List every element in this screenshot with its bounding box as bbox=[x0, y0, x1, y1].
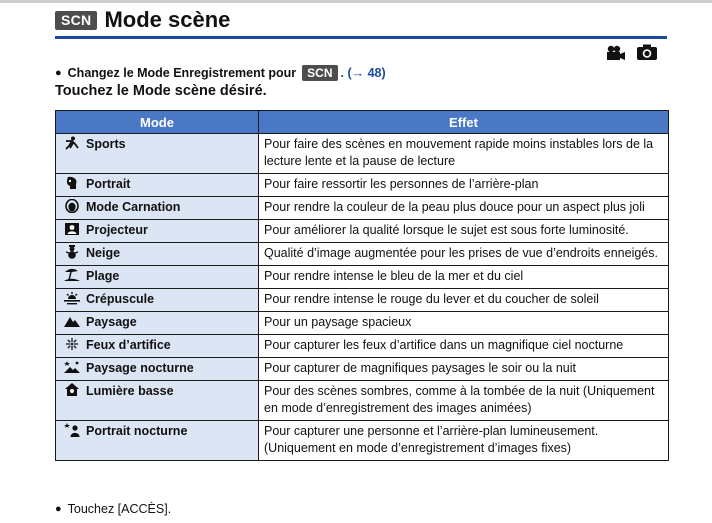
effect-cell: Pour capturer de magnifiques paysages le soir ou la nuit bbox=[259, 358, 669, 381]
table-header-row bbox=[56, 111, 669, 134]
effect-cell: Pour capturer une personne et l’arrière-plan lumineusement. (Uniquement en mode d’enregistrement d’images fixes) bbox=[259, 421, 669, 461]
table-row bbox=[56, 358, 669, 381]
snow-icon bbox=[64, 245, 80, 259]
bullet: ● bbox=[55, 67, 62, 79]
effect-cell: Pour améliorer la qualité lorsque le sujet est sous forte luminosité. bbox=[259, 220, 669, 243]
mode-label: Projecteur bbox=[86, 223, 148, 237]
scene-mode-table bbox=[55, 110, 669, 461]
fireworks-icon bbox=[64, 337, 80, 351]
table-row bbox=[56, 134, 669, 174]
low-light-icon bbox=[64, 383, 80, 397]
table-row bbox=[56, 381, 669, 421]
photo-camera-icon bbox=[636, 44, 658, 61]
beach-icon bbox=[64, 268, 80, 282]
page-title: Mode scène bbox=[104, 7, 231, 32]
mode-cell bbox=[56, 197, 259, 220]
mode-cell bbox=[56, 289, 259, 312]
table-row bbox=[56, 266, 669, 289]
page-reference-link[interactable]: . (→ 48) bbox=[340, 66, 386, 80]
table-row bbox=[56, 335, 669, 358]
mode-cell bbox=[56, 266, 259, 289]
scenery-icon bbox=[64, 314, 80, 328]
top-rule bbox=[0, 0, 712, 3]
mode-cell bbox=[56, 243, 259, 266]
mode-cell bbox=[56, 134, 259, 174]
mode-label: Sports bbox=[86, 137, 126, 151]
mode-label: Neige bbox=[86, 246, 121, 260]
scn-inline-badge: SCN bbox=[302, 65, 337, 81]
portrait-icon bbox=[64, 176, 80, 190]
mode-cell bbox=[56, 174, 259, 197]
table-row bbox=[56, 174, 669, 197]
mode-label: Plage bbox=[86, 269, 120, 283]
table-row bbox=[56, 289, 669, 312]
mode-cell bbox=[56, 381, 259, 421]
table-row bbox=[56, 220, 669, 243]
table-row bbox=[56, 312, 669, 335]
title-row bbox=[55, 6, 230, 34]
title-underline bbox=[55, 36, 667, 39]
sports-icon bbox=[64, 136, 80, 150]
spotlight-icon bbox=[64, 222, 80, 236]
table-row bbox=[56, 197, 669, 220]
mode-label: Feux d’artifice bbox=[86, 338, 171, 352]
effect-cell: Pour un paysage spacieux bbox=[259, 312, 669, 335]
mode-cell bbox=[56, 358, 259, 381]
mode-label: Portrait nocturne bbox=[86, 424, 188, 438]
mode-label: Paysage nocturne bbox=[86, 361, 194, 375]
night-scenery-icon bbox=[64, 360, 80, 374]
effect-cell: Pour faire des scènes en mouvement rapide moins instables lors de la lecture lente et la pause de lecture bbox=[259, 134, 669, 174]
table-row bbox=[56, 421, 669, 461]
effect-cell: Pour faire ressortir les personnes de l’arrière-plan bbox=[259, 174, 669, 197]
mode-cell bbox=[56, 220, 259, 243]
mode-cell bbox=[56, 421, 259, 461]
sunset-icon bbox=[64, 291, 80, 305]
mode-label: Paysage bbox=[86, 315, 137, 329]
instruction-touch-mode: Touchez le Mode scène désiré. bbox=[55, 83, 267, 99]
effect-cell: Pour rendre intense le bleu de la mer et du ciel bbox=[259, 266, 669, 289]
effect-cell: Pour rendre la couleur de la peau plus douce pour un aspect plus joli bbox=[259, 197, 669, 220]
mode-label: Portrait bbox=[86, 177, 131, 191]
footer-text: Touchez [ACCÈS]. bbox=[67, 502, 172, 516]
effect-cell: Pour rendre intense le rouge du lever et du coucher de soleil bbox=[259, 289, 669, 312]
mode-cell bbox=[56, 312, 259, 335]
mode-label: Crépuscule bbox=[86, 292, 155, 306]
effect-cell: Pour capturer les feux d’artifice dans un magnifique ciel nocturne bbox=[259, 335, 669, 358]
night-portrait-icon bbox=[64, 423, 80, 437]
bullet: ● bbox=[55, 503, 62, 515]
header-mode: Mode bbox=[56, 111, 259, 134]
mode-cell bbox=[56, 335, 259, 358]
header-effect: Effet bbox=[259, 111, 669, 134]
mode-icons bbox=[606, 44, 658, 61]
instruction-change-mode bbox=[55, 65, 386, 81]
mode-label: Mode Carnation bbox=[86, 200, 181, 214]
effect-cell: Qualité d’image augmentée pour les prises de vue d’endroits enneigés. bbox=[259, 243, 669, 266]
scn-badge: SCN bbox=[55, 11, 97, 30]
table-row bbox=[56, 243, 669, 266]
footer-instruction bbox=[55, 502, 171, 516]
mode-label: Lumière basse bbox=[86, 384, 174, 398]
skin-tone-icon bbox=[64, 199, 80, 213]
video-camera-icon bbox=[606, 45, 626, 61]
effect-cell: Pour des scènes sombres, comme à la tombée de la nuit (Uniquement en mode d’enregistrement des images animées) bbox=[259, 381, 669, 421]
instruction-text: Changez le Mode Enregistrement pour bbox=[67, 66, 297, 80]
